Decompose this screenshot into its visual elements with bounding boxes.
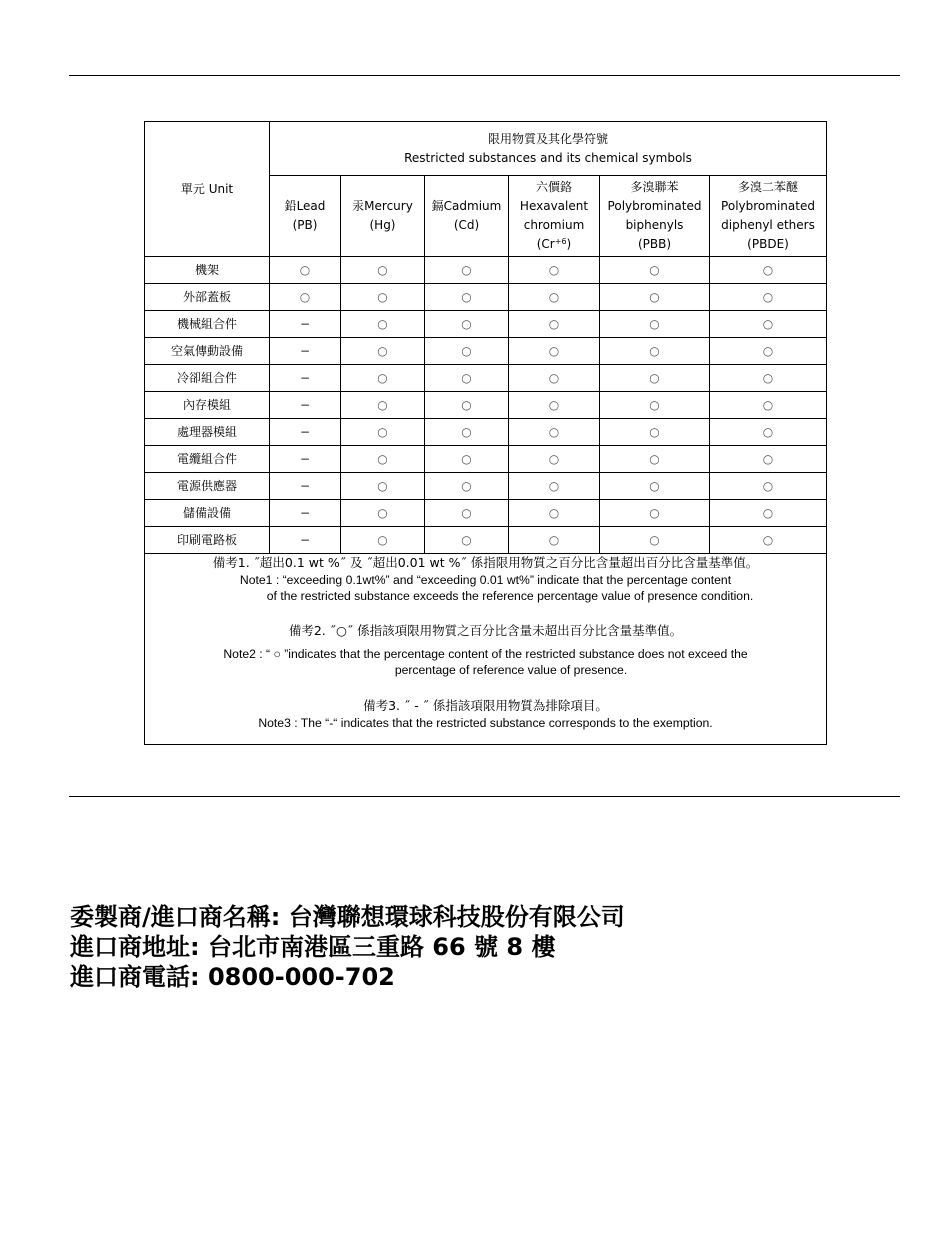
substance-header-line1: 六價鉻 bbox=[535, 180, 572, 194]
substance-status-cell: ○ bbox=[425, 365, 509, 392]
substance-header-4 bbox=[600, 176, 710, 257]
notes-cell bbox=[145, 554, 827, 745]
table-row bbox=[145, 500, 827, 527]
substance-symbol-end: ) bbox=[566, 237, 572, 251]
substance-status-cell: ○ bbox=[341, 527, 425, 554]
note2-en-line1: Note2 : “ ○ ”indicates that the percentage content of the restricted substance does not exceed the bbox=[223, 647, 748, 661]
importer-address: 進口商地址: 台北市南港區三重路 66 號 8 樓 bbox=[70, 933, 556, 961]
substance-header-0 bbox=[270, 176, 341, 257]
substance-header-line4: (PBB) bbox=[637, 237, 672, 251]
bottom-rule bbox=[69, 796, 900, 797]
substance-status-cell: ○ bbox=[425, 527, 509, 554]
table-row bbox=[145, 365, 827, 392]
substance-status-cell: ○ bbox=[710, 446, 827, 473]
substance-status-cell: ○ bbox=[600, 365, 710, 392]
substance-status-cell: ○ bbox=[425, 473, 509, 500]
importer-name: 委製商/進口商名稱: 台灣聯想環球科技股份有限公司 bbox=[70, 903, 625, 931]
substance-status-cell: ○ bbox=[710, 311, 827, 338]
substance-status-cell: ○ bbox=[509, 473, 600, 500]
table-body bbox=[145, 257, 827, 554]
substance-status-cell: − bbox=[270, 338, 341, 365]
substance-status-cell: ○ bbox=[710, 527, 827, 554]
substance-status-cell: ○ bbox=[509, 527, 600, 554]
substance-header-line3: chromium bbox=[523, 218, 585, 232]
substance-status-cell: ○ bbox=[600, 446, 710, 473]
substance-header-3 bbox=[509, 176, 600, 257]
substance-status-cell: ○ bbox=[509, 500, 600, 527]
substance-status-cell: ○ bbox=[341, 257, 425, 284]
substance-status-cell: ○ bbox=[425, 500, 509, 527]
substance-header-line1: 鎘Cadmium bbox=[431, 199, 502, 213]
substance-header-5 bbox=[710, 176, 827, 257]
unit-header: 單元 Unit bbox=[145, 122, 270, 257]
table-row bbox=[145, 446, 827, 473]
substance-header-line2: Polybrominated bbox=[721, 199, 815, 213]
group-header-zh: 限用物質及其化學符號 bbox=[488, 131, 609, 146]
part-name: 電源供應器 bbox=[145, 473, 270, 500]
substance-status-cell: − bbox=[270, 365, 341, 392]
table-row bbox=[145, 527, 827, 554]
note1-en bbox=[145, 572, 826, 604]
substance-status-cell: − bbox=[270, 392, 341, 419]
substance-status-cell: − bbox=[270, 311, 341, 338]
substance-header-line2: Polybrominated bbox=[607, 199, 702, 213]
table-row bbox=[145, 284, 827, 311]
substance-status-cell: ○ bbox=[600, 284, 710, 311]
substance-status-cell: ○ bbox=[341, 392, 425, 419]
substance-status-cell: ○ bbox=[600, 257, 710, 284]
table-row bbox=[145, 419, 827, 446]
substance-status-cell: ○ bbox=[710, 257, 827, 284]
table-row bbox=[145, 311, 827, 338]
part-name: 空氣傳動設備 bbox=[145, 338, 270, 365]
substance-status-cell: ○ bbox=[341, 311, 425, 338]
substance-status-cell: ○ bbox=[600, 392, 710, 419]
substance-status-cell: ○ bbox=[425, 419, 509, 446]
note2-en bbox=[145, 646, 826, 678]
note3-en: Note3 : The “-“ indicates that the restricted substance corresponds to the exemption. bbox=[258, 716, 713, 730]
substance-status-cell: ○ bbox=[710, 338, 827, 365]
substance-header-line2: (Hg) bbox=[369, 218, 396, 232]
note1-en-line1: Note1 : “exceeding 0.1wt%” and “exceeding 0.01 wt%” indicate that the percentage content bbox=[239, 573, 732, 587]
table-row bbox=[145, 257, 827, 284]
substance-status-cell: ○ bbox=[509, 392, 600, 419]
part-name: 外部蓋板 bbox=[145, 284, 270, 311]
substance-status-cell: ○ bbox=[341, 473, 425, 500]
substance-status-cell: ○ bbox=[710, 392, 827, 419]
substance-header-line2: (PB) bbox=[292, 218, 318, 232]
part-name: 電纜組合件 bbox=[145, 446, 270, 473]
substance-header-line3: biphenyls bbox=[625, 218, 684, 232]
substance-status-cell: − bbox=[270, 473, 341, 500]
substance-status-cell: ○ bbox=[425, 446, 509, 473]
note3-zh: 備考3. ˝ - ˝ 係指該項限用物質為排除項目。 bbox=[363, 698, 608, 713]
substance-status-cell: ○ bbox=[600, 419, 710, 446]
substance-status-cell: − bbox=[270, 446, 341, 473]
group-header-en: Restricted substances and its chemical symbols bbox=[404, 150, 692, 165]
substance-header-line4 bbox=[509, 235, 599, 254]
table-row bbox=[145, 392, 827, 419]
substance-status-cell: ○ bbox=[270, 284, 341, 311]
substance-status-cell: ○ bbox=[710, 365, 827, 392]
substance-status-cell: ○ bbox=[341, 446, 425, 473]
substance-status-cell: ○ bbox=[509, 365, 600, 392]
substance-header-line1: 汞Mercury bbox=[352, 199, 413, 213]
substance-header-1 bbox=[341, 176, 425, 257]
substance-status-cell: ○ bbox=[425, 284, 509, 311]
note2-zh: 備考2. ˝○˝ 係指該項限用物質之百分比含量未超出百分比含量基準值。 bbox=[288, 623, 683, 638]
substance-header-line2: (Cd) bbox=[453, 218, 480, 232]
table-row bbox=[145, 338, 827, 365]
part-name: 內存模組 bbox=[145, 392, 270, 419]
substance-status-cell: − bbox=[270, 527, 341, 554]
part-name: 機械組合件 bbox=[145, 311, 270, 338]
part-name: 印刷電路板 bbox=[145, 527, 270, 554]
substance-header-line3: diphenyl ethers bbox=[721, 218, 815, 232]
substance-status-cell: ○ bbox=[509, 338, 600, 365]
substance-status-cell: ○ bbox=[341, 365, 425, 392]
importer-phone: 進口商電話: 0800-000-702 bbox=[70, 963, 395, 991]
substance-status-cell: ○ bbox=[600, 473, 710, 500]
substance-status-cell: ○ bbox=[509, 311, 600, 338]
substance-charge: +6 bbox=[554, 237, 567, 246]
substance-status-cell: ○ bbox=[341, 338, 425, 365]
substance-header-line1: 多溴二苯醚 bbox=[738, 180, 799, 194]
substance-status-cell: ○ bbox=[509, 419, 600, 446]
substance-symbol: (Cr bbox=[536, 237, 555, 251]
substance-status-cell: ○ bbox=[600, 311, 710, 338]
top-rule bbox=[69, 75, 900, 76]
substance-status-cell: ○ bbox=[710, 473, 827, 500]
note1-zh: 備考1. ˝超出0.1 wt %˝ 及 ˝超出0.01 wt %˝ 係指限用物質之百分比含量超出百分比含量基準值。 bbox=[212, 555, 759, 570]
substance-status-cell: − bbox=[270, 419, 341, 446]
substance-header-line2: Hexavalent bbox=[519, 199, 589, 213]
substance-status-cell: ○ bbox=[341, 284, 425, 311]
substance-header-2 bbox=[425, 176, 509, 257]
substance-status-cell: ○ bbox=[509, 284, 600, 311]
substance-status-cell: ○ bbox=[710, 500, 827, 527]
substance-header-line1: 多溴聯苯 bbox=[630, 180, 679, 194]
substance-status-cell: ○ bbox=[710, 284, 827, 311]
substance-status-cell: ○ bbox=[509, 446, 600, 473]
substance-status-cell: ○ bbox=[341, 419, 425, 446]
substance-header-line1: 鉛Lead bbox=[284, 199, 326, 213]
substance-status-cell: ○ bbox=[600, 338, 710, 365]
substance-status-cell: ○ bbox=[425, 311, 509, 338]
substance-status-cell: ○ bbox=[270, 257, 341, 284]
substance-status-cell: ○ bbox=[600, 500, 710, 527]
importer-info bbox=[70, 902, 900, 992]
substance-status-cell: − bbox=[270, 500, 341, 527]
note1-en-line2: of the restricted substance exceeds the reference percentage value of presence condition. bbox=[266, 589, 754, 603]
substance-status-cell: ○ bbox=[509, 257, 600, 284]
substance-status-cell: ○ bbox=[425, 392, 509, 419]
substance-status-cell: ○ bbox=[425, 257, 509, 284]
part-name: 冷卻組合件 bbox=[145, 365, 270, 392]
part-name: 機架 bbox=[145, 257, 270, 284]
table-row bbox=[145, 473, 827, 500]
substance-status-cell: ○ bbox=[600, 527, 710, 554]
part-name: 儲備設備 bbox=[145, 500, 270, 527]
substance-status-cell: ○ bbox=[425, 338, 509, 365]
note2-en-line2: percentage of reference value of presence. bbox=[394, 663, 628, 677]
substances-group-header bbox=[270, 122, 827, 176]
substance-status-cell: ○ bbox=[341, 500, 425, 527]
substance-status-cell: ○ bbox=[710, 419, 827, 446]
substance-header-line4: (PBDE) bbox=[747, 237, 789, 251]
part-name: 處理器模組 bbox=[145, 419, 270, 446]
restricted-substances-table bbox=[144, 121, 827, 745]
